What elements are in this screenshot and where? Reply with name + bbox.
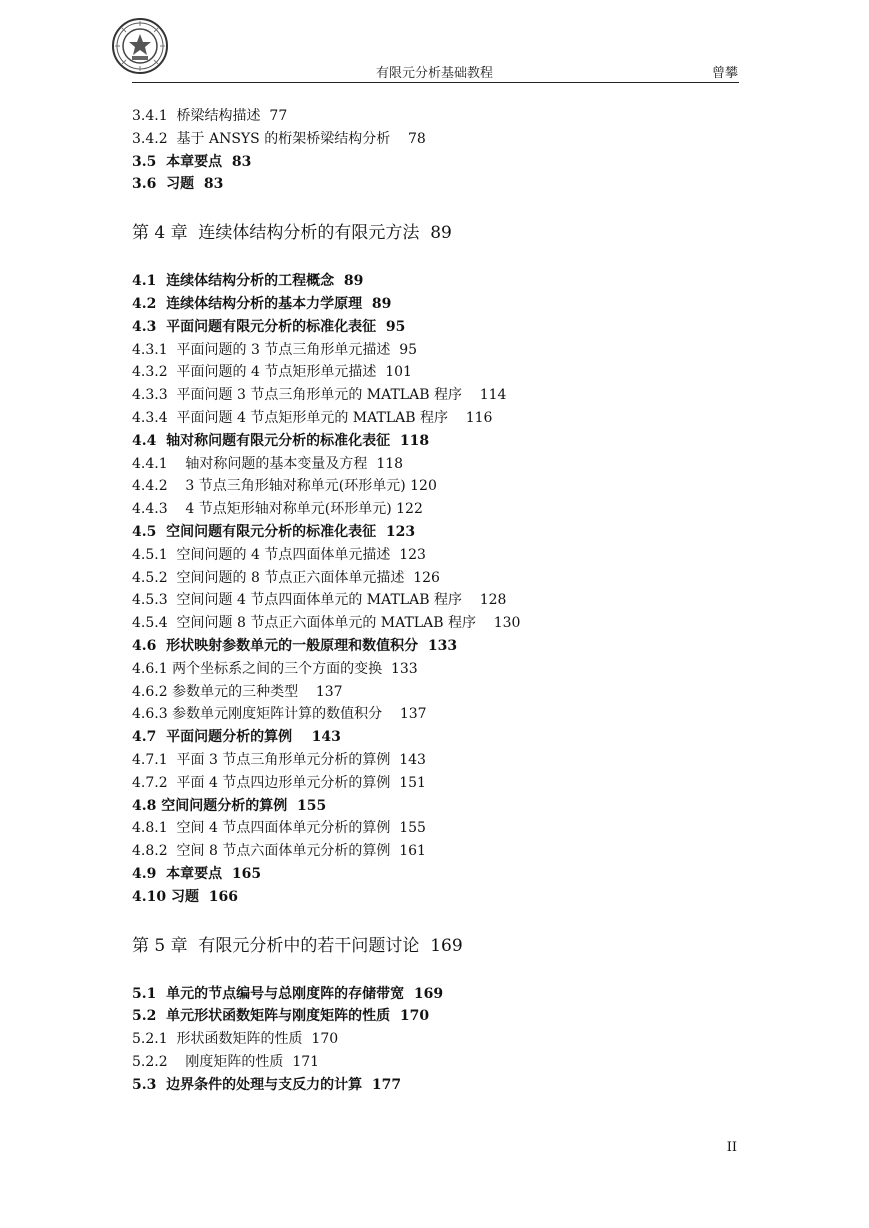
toc-spacer	[132, 909, 752, 931]
toc-subsection-entry: 4.4.1 轴对称问题的基本变量及方程 118	[132, 455, 404, 472]
university-seal-icon	[112, 18, 168, 74]
toc-section-entry: 4.9 本章要点 165	[132, 865, 262, 882]
toc-spacer	[132, 196, 752, 218]
page-header	[132, 18, 739, 83]
toc-subsection-entry: 4.3.2 平面问题的 4 节点矩形单元描述 101	[132, 364, 412, 381]
toc-subsection-entry: 4.8.1 空间 4 节点四面体单元分析的算例 155	[132, 820, 426, 837]
toc-section-entry: 5.2 单元形状函数矩阵与刚度矩阵的性质 170	[132, 1008, 430, 1025]
toc-subsection-entry: 3.4.1 桥梁结构描述 77	[132, 108, 288, 124]
toc-spacer	[132, 961, 752, 983]
toc-section-entry: 4.5 空间问题有限元分析的标准化表征 123	[132, 523, 416, 540]
toc-subsection-entry: 4.6.2 参数单元的三种类型 137	[132, 683, 343, 700]
toc-section-entry: 3.5 本章要点 83	[132, 153, 252, 170]
toc-section-entry: 4.6 形状映射参数单元的一般原理和数值积分 133	[132, 637, 458, 654]
toc-section-entry: 4.10 习题 166	[132, 888, 238, 905]
toc-section-entry: 4.7 平面问题分析的算例 143	[132, 729, 341, 746]
toc-subsection-entry: 4.5.3 空间问题 4 节点四面体单元的 MATLAB 程序 128	[132, 592, 507, 609]
author-name: 曾攀	[711, 66, 738, 81]
toc-section-entry: 4.4 轴对称问题有限元分析的标准化表征 118	[132, 432, 430, 449]
toc-subsection-entry: 4.4.3 4 节点矩形轴对称单元(环形单元) 122	[132, 501, 423, 518]
book-title: 有限元分析基础教程	[376, 66, 494, 81]
toc-subsection-entry: 4.5.4 空间问题 8 节点正六面体单元的 MATLAB 程序 130	[132, 615, 521, 632]
toc-subsection-entry: 4.5.1 空间问题的 4 节点四面体单元描述 123	[132, 546, 426, 563]
toc-subsection-entry: 4.6.3 参数单元刚度矩阵计算的数值积分 137	[132, 706, 427, 723]
toc-subsection-entry: 4.4.2 3 节点三角形轴对称单元(环形单元) 120	[132, 478, 437, 495]
toc-section-entry: 4.3 平面问题有限元分析的标准化表征 95	[132, 318, 406, 335]
toc-chapter-heading: 第 4 章 连续体结构分析的有限元方法 89	[132, 223, 452, 244]
toc-subsection-entry: 4.7.2 平面 4 节点四边形单元分析的算例 151	[132, 774, 426, 791]
toc-subsection-entry: 4.6.1 两个坐标系之间的三个方面的变换 133	[132, 660, 418, 677]
toc-section-entry: 3.6 习题 83	[132, 176, 224, 193]
toc-spacer	[132, 248, 752, 270]
page-number: II	[726, 1140, 737, 1155]
toc-section-entry: 4.1 连续体结构分析的工程概念 89	[132, 273, 364, 290]
toc-subsection-entry: 5.2.1 形状函数矩阵的性质 170	[132, 1031, 339, 1048]
toc-subsection-entry: 4.3.4 平面问题 4 节点矩形单元的 MATLAB 程序 116	[132, 409, 493, 426]
toc-subsection-entry: 4.3.1 平面问题的 3 节点三角形单元描述 95	[132, 341, 418, 358]
toc-section-entry: 5.3 边界条件的处理与支反力的计算 177	[132, 1076, 402, 1093]
toc-subsection-entry: 4.3.3 平面问题 3 节点三角形单元的 MATLAB 程序 114	[132, 387, 507, 404]
toc-subsection-entry: 3.4.2 基于 ANSYS 的桁架桥梁结构分析 78	[132, 130, 426, 147]
toc-subsection-entry: 4.7.1 平面 3 节点三角形单元分析的算例 143	[132, 751, 426, 768]
toc-subsection-entry: 5.2.2 刚度矩阵的性质 171	[132, 1053, 320, 1070]
toc-chapter-heading: 第 5 章 有限元分析中的若干问题讨论 169	[132, 935, 463, 956]
toc-subsection-entry: 4.5.2 空间问题的 8 节点正六面体单元描述 126	[132, 569, 440, 586]
toc-subsection-entry: 4.8.2 空间 8 节点六面体单元分析的算例 161	[132, 843, 426, 860]
toc-section-entry: 5.1 单元的节点编号与总刚度阵的存储带宽 169	[132, 985, 444, 1002]
table-of-contents	[132, 105, 752, 1096]
toc-section-entry: 4.8 空间问题分析的算例 155	[132, 797, 327, 814]
toc-section-entry: 4.2 连续体结构分析的基本力学原理 89	[132, 295, 392, 312]
